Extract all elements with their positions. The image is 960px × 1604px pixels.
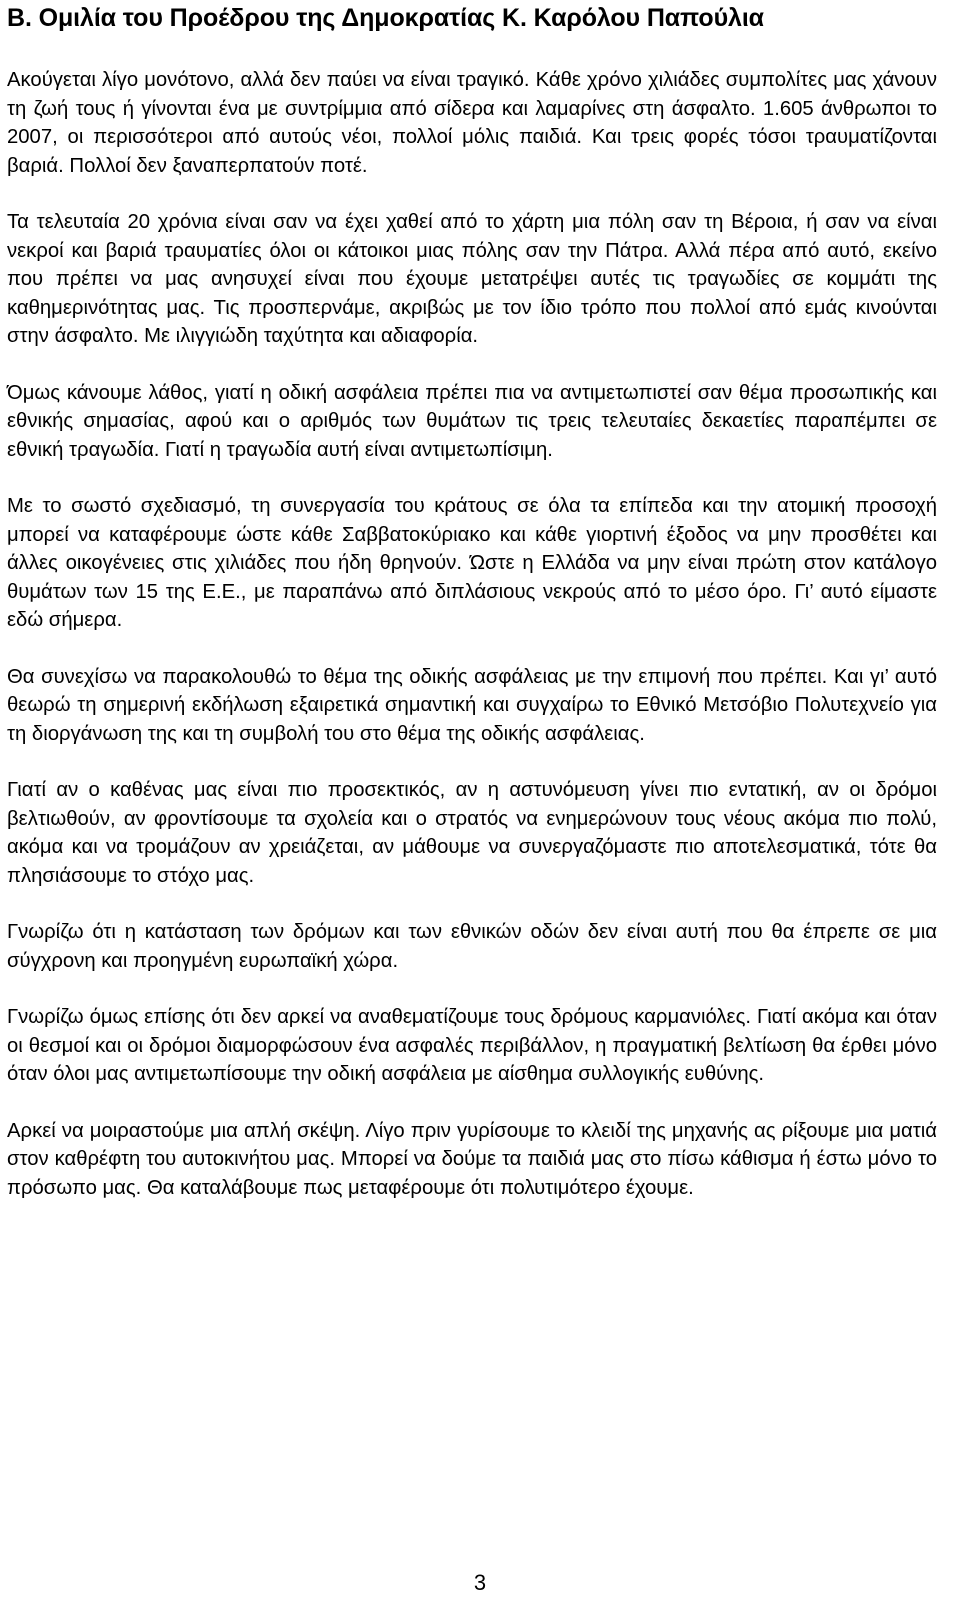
paragraph-4: Με το σωστό σχεδιασμό, τη συνεργασία του κράτους σε όλα τα επίπεδα και την ατομική προσοχή μπορεί να καταφέρουμε ώστε κάθε Σαββατοκύριακο και κάθε γιορτινή έξοδος να μην προσθέτει και άλλες οικογένειες στις χιλιάδες που ήδη θρηνούν. Ώστε η Ελλάδα να μην είναι πρώτη στον κατάλογο θυμάτων των 15 της Ε.Ε., με παραπάνω από διπλάσιους νεκρούς από το μέσο όρο. Γι’ αυτό είμαστε εδώ σήμερα.: [7, 495, 937, 631]
paragraph-5: Θα συνεχίσω να παρακολουθώ το θέμα της οδικής ασφάλειας με την επιμονή που πρέπει. Και γι’ αυτό θεωρώ τη σημερινή εκδήλωση εξαιρετικά σημαντική και συγχαίρω το Εθνικό Μετσόβιο Πολυτεχνείο για τη διοργάνωση της και τη συμβολή του στο θέμα της οδικής ασφάλειας.: [7, 665, 937, 745]
document-page: [7, 0, 937, 1230]
document-body: [7, 66, 937, 1202]
document-title: B. Ομιλία του Προέδρου της Δημοκρατίας Κ. Καρόλου Παπούλια: [7, 4, 764, 32]
paragraph-2: Τα τελευταία 20 χρόνια είναι σαν να έχει χαθεί από το χάρτη μια πόλη σαν τη Βέροια, ή σαν να είναι νεκροί και βαριά τραυματίες όλοι οι κάτοικοι μιας πόλης σαν την Πάτρα. Αλλά πέρα από αυτό, εκείνο που πρέπει να μας ανησυχεί είναι που έχουμε μετατρέψει αυτές τις τραγωδίες σε κομμάτι της καθημερινότητας μας. Τις προσπερνάμε, ακριβώς με τον ίδιο τρόπο που πολλοί από εμάς κινούνται στην άσφαλτο. Με ιλιγγιώδη ταχύτητα και αδιαφορία.: [7, 211, 937, 347]
paragraph-8: Γνωρίζω όμως επίσης ότι δεν αρκεί να αναθεματίζουμε τους δρόμους καρμανιόλες. Γιατί ακόμα και όταν οι θεσμοί και οι δρόμοι διαμορφώσουν ένα ασφαλές περιβάλλον, η πραγματική βελτίωση θα έρθει μόνο όταν όλοι μας αντιμετωπίσουμε την οδική ασφάλεια με αίσθημα συλλογικής ευθύνης.: [7, 1006, 937, 1085]
paragraph-3: Όμως κάνουμε λάθος, γιατί η οδική ασφάλεια πρέπει πια να αντιμετωπιστεί σαν θέμα προσωπικής και εθνικής σημασίας, αφού και ο αριθμός των θυμάτων τις τρεις τελευταίες δεκαετίες παραπέμπει σε εθνική τραγωδία. Γιατί η τραγωδία αυτή είναι αντιμετωπίσιμη.: [7, 381, 937, 461]
page-number: 3: [473, 1570, 487, 1595]
paragraph-7: Γνωρίζω ότι η κατάσταση των δρόμων και των εθνικών οδών δεν είναι αυτή που θα έπρεπε σε μια σύγχρονη και προηγμένη ευρωπαϊκή χώρα.: [7, 921, 937, 972]
paragraph-1: Ακούγεται λίγο μονότονο, αλλά δεν παύει να είναι τραγικό. Κάθε χρόνο χιλιάδες συμπολίτες μας χάνουν τη ζωή τους ή γίνονται ένα με συντρίμμια από σίδερα και λαμαρίνες στη άσφαλτο. 1.605 άνθρωποι το 2007, οι περισσότεροι από αυτούς νέοι, πολλοί μόλις παιδιά. Και τρεις φορές τόσοι τραυματίζονται βαριά. Πολλοί δεν ξαναπερπατούν ποτέ.: [7, 69, 937, 177]
paragraph-6: Γιατί αν ο καθένας μας είναι πιο προσεκτικός, αν η αστυνόμευση γίνει πιο εντατική, αν οι δρόμοι βελτιωθούν, αν φροντίσουμε τα σχολεία και ο στρατός να ενημερώνουν τους νέους ακόμα πιο πολύ, ακόμα και να τρομάζουν αν χρειάζεται, αν μάθουμε να συνεργαζόμαστε πιο αποτελεσματικά, τότε θα πλησιάσουμε το στόχο μας.: [7, 779, 937, 887]
paragraph-9: Αρκεί να μοιραστούμε μια απλή σκέψη. Λίγο πριν γυρίσουμε το κλειδί της μηχανής ας ρίξουμε μια ματιά στον καθρέφτη του αυτοκινήτου μας. Μπορεί να δούμε τα παιδιά μας στο πίσω κάθισμα ή έστω μόνο το πρόσωπο μας. Θα καταλάβουμε πως μεταφέρουμε ότι πολυτιμότερο έχουμε.: [7, 1119, 937, 1199]
